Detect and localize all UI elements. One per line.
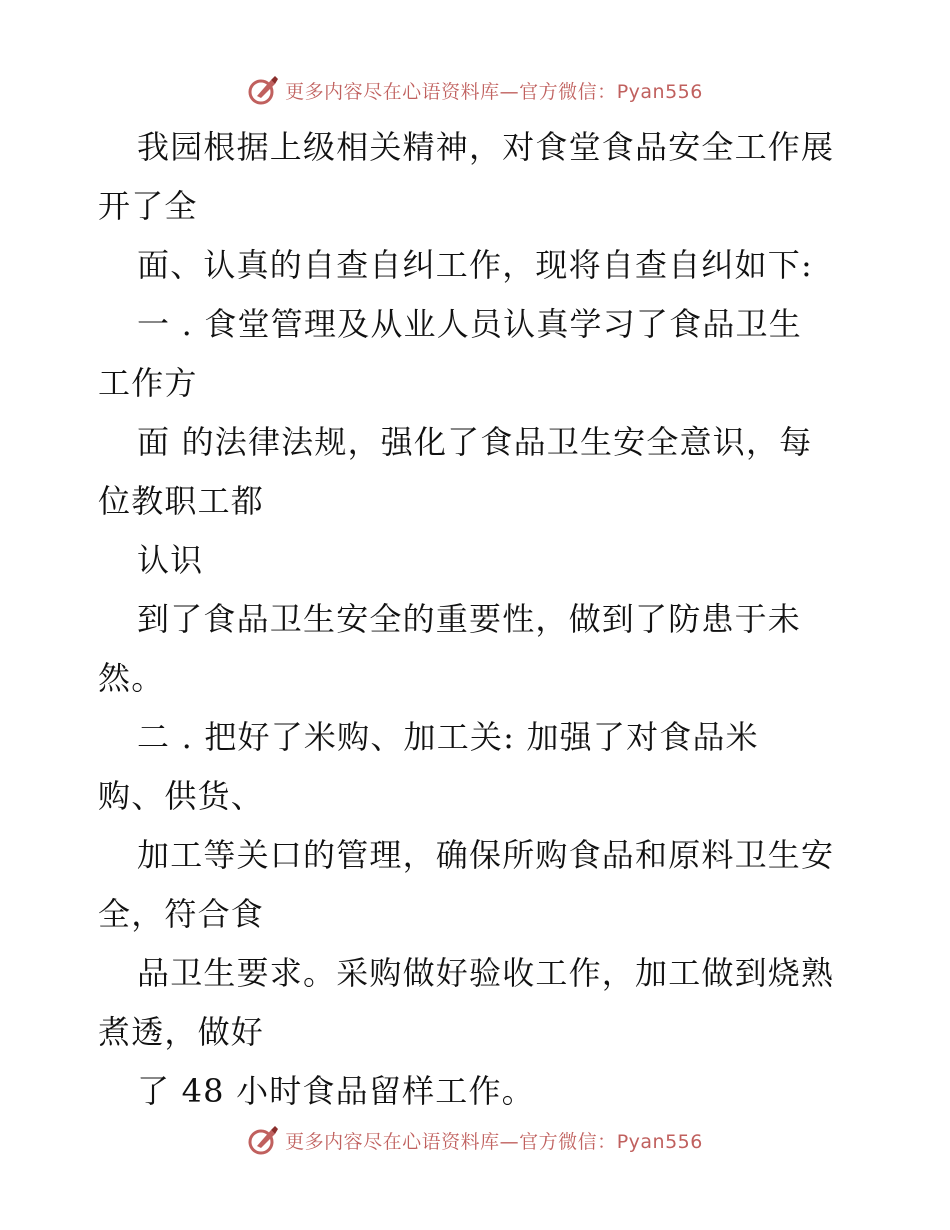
paragraph-line: 一 . 食堂管理及从业人员认真学习了食品卫生 xyxy=(137,305,802,343)
banner-text xyxy=(285,77,703,104)
paragraph-continuation-line: 工作方 xyxy=(98,364,198,402)
paragraph-line: 到了食品卫生安全的重要性，做到了防患于未 xyxy=(137,600,802,638)
banner-official-label: 官方微信： xyxy=(519,80,617,103)
paragraph-continuation-line: 开了全 xyxy=(98,187,198,225)
banner-text xyxy=(285,1127,703,1154)
paragraph-line: 面 的法律法规，强化了食品卫生安全意识，每 xyxy=(137,423,813,461)
footer-watermark-banner xyxy=(0,1120,950,1160)
paragraph-continuation-line: 然。 xyxy=(98,659,165,697)
banner-main-text: 更多内容尽在心语资料库 xyxy=(285,80,500,103)
paragraph-line: 品卫生要求。采购做好验收工作，加工做到烧熟 xyxy=(137,954,835,992)
paragraph-line: 加工等关口的管理，确保所购食品和原料卫生安 xyxy=(137,836,835,874)
paragraph-line: 我园根据上级相关精神，对食堂食品安全工作展 xyxy=(137,128,835,166)
paragraph-continuation-line: 位教职工都 xyxy=(98,482,265,520)
paragraph-line: 了 48 小时食品留样工作。 xyxy=(137,1072,535,1110)
banner-separator: — xyxy=(499,80,520,103)
paragraph-line: 面、认真的自查自纠工作，现将自查自纠如下: xyxy=(137,246,813,284)
header-watermark-banner xyxy=(0,70,950,110)
pen-logo-icon xyxy=(247,1124,279,1156)
paragraph-line: 二 . 把好了米购、加工关: 加强了对食品米 xyxy=(137,718,759,756)
pen-logo-icon xyxy=(247,74,279,106)
paragraph-line: 认识 xyxy=(137,541,204,579)
paragraph-continuation-line: 全，符合食 xyxy=(98,895,265,933)
banner-separator: — xyxy=(499,1130,520,1153)
paragraph-continuation-line: 购、供货、 xyxy=(98,777,265,815)
banner-main-text: 更多内容尽在心语资料库 xyxy=(285,1130,500,1153)
banner-wechat-id: Pyan556 xyxy=(616,80,703,103)
paragraph-continuation-line: 煮透，做好 xyxy=(98,1013,265,1051)
banner-official-label: 官方微信： xyxy=(519,1130,617,1153)
banner-wechat-id: Pyan556 xyxy=(616,1130,703,1153)
